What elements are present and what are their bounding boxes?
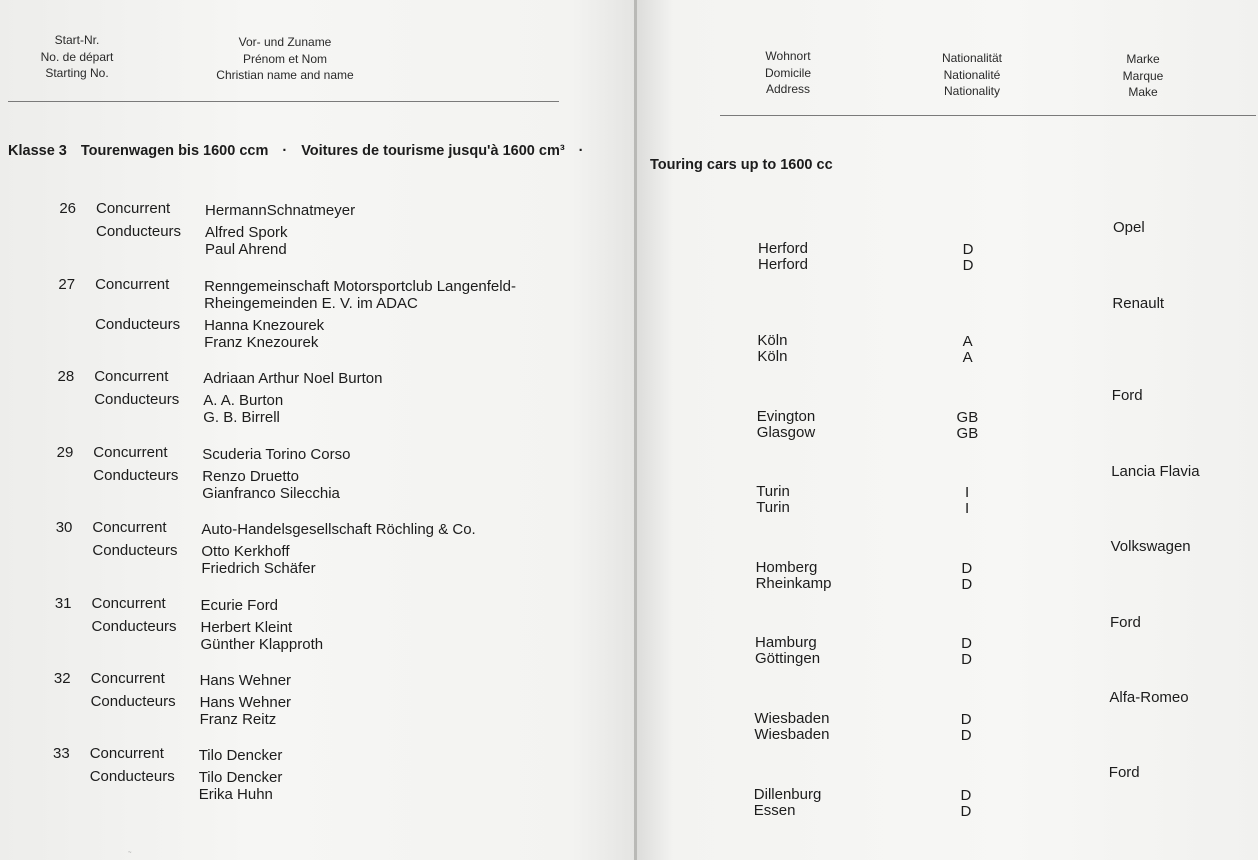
domicile-town: Herford (758, 256, 809, 273)
domicile-town: Herford (758, 240, 809, 257)
start-number: 31 (54, 595, 72, 612)
drivers-label: Conducteurs (94, 391, 180, 408)
start-number: 32 (53, 670, 71, 687)
entrant-label: Concurrent (93, 444, 168, 461)
class-title-de: Tourenwagen bis 1600 ccm (80, 143, 269, 159)
class-number: Klasse 3 (8, 143, 67, 159)
header-name-en: Christian name and name (216, 68, 354, 82)
domicile-town: Rheinkamp (755, 575, 832, 592)
nationality-code: GB (956, 409, 979, 426)
car-make: Ford (1108, 764, 1140, 781)
car-make: Renault (1112, 295, 1165, 312)
header-nationality-fr: Nationalité (943, 67, 1001, 82)
entrant-label: Concurrent (94, 368, 169, 385)
domicile-town: Essen (753, 802, 796, 819)
entrant-name: Rheingemeinden E. V. im ADAC (204, 295, 418, 312)
start-number: 30 (55, 519, 73, 536)
domicile-town: Dillenburg (753, 786, 822, 803)
class-separator-2: · (578, 143, 584, 159)
nationality-code: A (962, 349, 973, 366)
class-title-en: Touring cars up to 1600 cc (650, 157, 833, 173)
driver-name: Erika Huhn (198, 786, 273, 803)
nationality-code: D (961, 560, 973, 577)
entrant-label: Concurrent (90, 670, 165, 687)
header-start-no-en: Starting No. (45, 66, 109, 80)
car-make: Lancia Flavia (1111, 463, 1200, 480)
page-gutter (634, 0, 637, 860)
header-nationality-de: Nationalität (941, 51, 1003, 65)
header-make-en: Make (1128, 85, 1158, 99)
drivers-label: Conducteurs (90, 693, 176, 710)
nationality-code: I (965, 484, 970, 501)
domicile-town: Turin (756, 483, 790, 500)
drivers-label: Conducteurs (89, 768, 175, 785)
start-number: 29 (56, 444, 74, 461)
domicile-town: Turin (756, 499, 790, 516)
nationality-code: A (962, 333, 973, 350)
entrant-name: Auto-Handelsgesellschaft Röchling & Co. (201, 521, 476, 538)
domicile-town: Wiesbaden (754, 710, 830, 727)
driver-name: Alfred Spork (205, 224, 288, 241)
nationality-code: D (962, 257, 974, 274)
header-name-de: Vor- und Zuname (238, 35, 332, 49)
right-page (636, 0, 1258, 860)
header-domicile (738, 48, 838, 98)
driver-name: Hanna Knezourek (204, 317, 325, 334)
header-domicile-en: Address (765, 82, 811, 96)
drivers-label: Conducteurs (93, 467, 179, 484)
header-domicile-de: Wohnort (765, 49, 811, 63)
driver-name: Franz Reitz (199, 711, 277, 728)
entrant-name: Scuderia Torino Corso (202, 446, 351, 463)
header-nationality-en: Nationality (943, 84, 1001, 98)
start-number: 26 (59, 200, 76, 217)
paper-speck: ~ (128, 850, 132, 856)
entrant-name: Renngemeinschaft Motorsportclub Langenfeld- (204, 278, 516, 295)
entrant-label: Concurrent (96, 200, 171, 217)
driver-name: Günther Klapproth (200, 636, 324, 653)
entrant-name: HermannSchnatmeyer (205, 202, 356, 219)
drivers-label: Conducteurs (91, 618, 177, 635)
driver-name: A. A. Burton (203, 392, 284, 409)
class-title-fr: Voitures de tourisme jusqu'à 1600 cm³ (301, 143, 565, 159)
entrant-label: Concurrent (91, 595, 166, 612)
driver-name: Friedrich Schäfer (201, 560, 316, 577)
header-name-fr: Prénom et Nom (242, 51, 328, 66)
driver-name: Herbert Kleint (200, 619, 293, 636)
domicile-town: Homberg (755, 559, 818, 576)
entrant-label: Concurrent (89, 745, 164, 762)
domicile-town: Hamburg (755, 634, 817, 651)
entrant-name: Adriaan Arthur Noel Burton (203, 370, 383, 387)
header-make-de: Marke (1126, 52, 1160, 66)
nationality-code: I (965, 500, 970, 517)
start-number: 28 (57, 368, 75, 385)
driver-name: Paul Ahrend (205, 241, 287, 258)
start-number: 27 (58, 276, 76, 293)
header-rule-left (8, 101, 559, 102)
driver-name: Gianfranco Silecchia (202, 485, 340, 502)
header-rule-right (720, 115, 1256, 116)
domicile-town: Köln (757, 348, 788, 365)
driver-name: Otto Kerkhoff (201, 543, 290, 560)
header-nationality (922, 50, 1022, 100)
nationality-code: D (960, 803, 972, 820)
driver-name: Franz Knezourek (204, 334, 319, 351)
driver-name: Tilo Dencker (198, 769, 283, 786)
car-make: Volkswagen (1110, 538, 1191, 555)
domicile-town: Glasgow (756, 424, 816, 441)
nationality-code: D (960, 727, 972, 744)
nationality-code: D (961, 576, 973, 593)
nationality-code: D (961, 635, 972, 652)
car-make: Ford (1110, 614, 1141, 631)
domicile-town: Evington (756, 408, 816, 425)
header-name (190, 34, 380, 84)
car-make: Alfa-Romeo (1109, 689, 1189, 706)
entrant-name: Ecurie Ford (200, 597, 279, 614)
drivers-label: Conducteurs (96, 223, 182, 240)
start-number: 33 (53, 745, 70, 762)
class-heading (8, 143, 598, 159)
nationality-code: GB (956, 425, 979, 442)
car-make: Opel (1113, 219, 1145, 236)
entrant-label: Concurrent (95, 276, 170, 293)
header-domicile-fr: Domicile (764, 65, 811, 80)
class-separator: · (282, 143, 288, 159)
drivers-label: Conducteurs (92, 542, 178, 559)
domicile-town: Wiesbaden (754, 726, 830, 743)
entrant-name: Hans Wehner (199, 672, 292, 689)
domicile-town: Köln (757, 332, 788, 349)
header-start-no (18, 32, 136, 82)
nationality-code: D (961, 651, 972, 668)
domicile-town: Göttingen (755, 650, 821, 667)
drivers-label: Conducteurs (95, 316, 181, 333)
entrant-label: Concurrent (92, 519, 167, 536)
nationality-code: D (962, 241, 974, 258)
driver-name: G. B. Birrell (203, 409, 280, 426)
driver-name: Hans Wehner (199, 694, 292, 711)
driver-name: Renzo Druetto (202, 468, 300, 485)
header-make-fr: Marque (1122, 68, 1164, 83)
nationality-code: D (960, 787, 972, 804)
header-make (1093, 51, 1193, 101)
car-make: Ford (1111, 387, 1143, 404)
header-start-no-de: Start-Nr. (54, 33, 100, 47)
entrant-name: Tilo Dencker (198, 747, 283, 764)
header-start-no-fr: No. de départ (40, 49, 114, 64)
nationality-code: D (960, 711, 972, 728)
